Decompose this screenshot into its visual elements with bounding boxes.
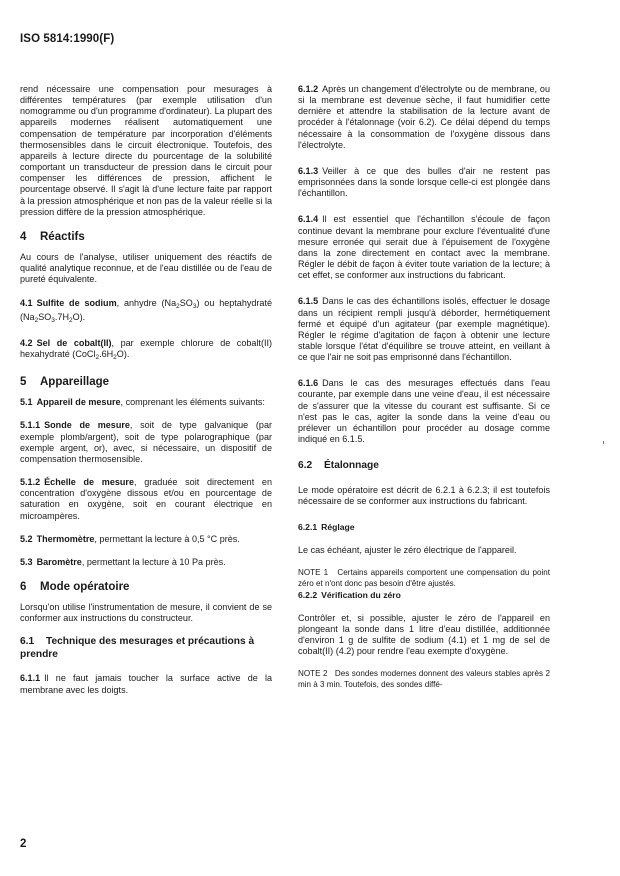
page-number: 2 <box>20 838 27 850</box>
clause-6-1-5 <box>298 296 550 363</box>
note-text: Certains appareils comportent une compensation du point zéro et n'ont donc pas besoin d'être ajustés. <box>298 568 550 588</box>
subscript: 3 <box>192 302 197 310</box>
clause-text: Dans le cas des mesurages effectués dans l'eau courante, par exemple dans une veine d'eau, il est nécessaire de s'assurer que la vitesse du courant est suffisante. Si ce n'est pas le cas, agiter la sonde dans la veine d'eau ou prélever un échantillon pour procéder au dosage comme indiqué en 6.1.5. <box>298 378 550 445</box>
clause-number: 4.1 <box>20 297 33 308</box>
clause-text: SO <box>38 311 52 322</box>
section-title: Réactifs <box>40 230 85 243</box>
clause-number: 6.1.2 <box>298 84 319 94</box>
clause-title: Thermomètre <box>36 533 95 544</box>
clause-title: Sonde de mesure <box>44 420 130 431</box>
clause-text: Dans le cas des échantillons isolés, effectuer le dosage dans un récipient rempli jusqu'à déborder, hermétiquement fermé et équipé d'un agitateur (par exemple magnétique). Régler le régime d'agitation de façon à obtenir une lecture stable lorsque l'état d'équilibre se trouve atteint, en veillant à ce que l'air ne soit pas emprisonné dans l'échantillon. <box>298 296 550 363</box>
clause-number: 6.1.1 <box>20 673 41 684</box>
clause-5-2 <box>20 534 272 545</box>
clause-text: O). <box>116 348 130 359</box>
clause-number: 5.1 <box>20 397 33 408</box>
note-1 <box>298 568 550 589</box>
clause-5-3 <box>20 557 272 568</box>
clause-6-2-1-heading <box>298 522 550 533</box>
right-column <box>298 84 550 691</box>
note-label: NOTE 1 <box>298 568 329 578</box>
subscript: 2 <box>176 302 180 310</box>
clause-5-1-1 <box>20 420 272 465</box>
section-6-1-heading <box>20 636 272 661</box>
clause-text: .6H <box>99 348 114 359</box>
clause-number: 5.2 <box>20 533 33 544</box>
clause-number: 5.3 <box>20 556 33 567</box>
clause-text: Il est essentiel que l'échantillon s'écoule de façon continue devant la membrane pour exclure l'éventualité d'une mesure erronée qui serait due à l'épuisement de l'oxygène dans la zone directement en contact avec la membrane. Régler le débit de façon à éviter toute variation de la lecture; à cet effet, se conformer aux instructions du fabricant. <box>298 214 550 281</box>
note-2 <box>298 669 550 690</box>
clause-number: 6.1.6 <box>298 378 319 389</box>
section-5-heading <box>20 377 272 388</box>
clause-text: , permettant la lecture à 0,5 °C près. <box>94 533 240 544</box>
margin-mark <box>603 441 604 444</box>
clause-title: Sulfite de sodium <box>36 297 117 308</box>
clause-number: 6.2.1 <box>298 522 318 533</box>
clause-6-1-2 <box>298 84 550 151</box>
clause-number: 6.1.4 <box>298 214 319 225</box>
subscript: 2 <box>34 316 39 324</box>
document-id-header: ISO 5814:1990(F) <box>20 33 115 45</box>
intro-paragraph: rend nécessaire une compensation pour mesurages à différentes températures (par exemple utilisation d'un nomogramme ou d'un programme d'ordinateur). La plupart des appareils modernes réalisent automatiquement une compensation de température par incorporation d'éléments thermosensibles dans le circuit électronique. Toutefois, des appareils à lecture directe du pourcentage de la solubilité comportant un transducteur de pression dans le circuit pour compenser les différences de pression, affichent le pourcentage observé. Il s'agit là d'une lecture faite par rapport à la pression atmosphérique et non pas de la valeur réelle si la pression diffère de la pression atmosphérique. <box>20 84 272 217</box>
section-6-text: Lorsqu'on utilise l'instrumentation de mesure, il convient de se conformer aux instructions du constructeur. <box>20 602 272 624</box>
left-column <box>20 84 272 696</box>
subscript: 2 <box>95 353 100 361</box>
clause-text: , par exemple chlorure de cobalt(II) hexahydraté (CoCl <box>20 337 272 359</box>
clause-text: O). <box>72 311 86 322</box>
clause-5-1 <box>20 397 272 408</box>
section-number: 6.1 <box>20 636 35 648</box>
section-6-2-text: Le mode opératoire est décrit de 6.2.1 à 6.2.3; il est toutefois nécessaire de se conformer aux instructions du fabricant. <box>298 484 550 506</box>
clause-6-2-2-text: Contrôler et, si possible, ajuster le zéro de l'appareil en plongeant la sonde dans 1 litre d'eau distillée, additionnée d'environ 1 g de sulfite de sodium (4.1) et 1 mg de sel de cobalt(II) (4.2) pour rendre l'eau exempte d'oxygène. <box>298 612 550 657</box>
clause-number: 6.2.2 <box>298 589 318 600</box>
clause-text: .7H <box>54 311 69 322</box>
clause-6-1-3 <box>298 166 550 199</box>
section-title: Appareillage <box>40 376 110 389</box>
clause-text: , anhydre (Na <box>116 297 177 308</box>
clause-number: 6.1.5 <box>298 296 319 307</box>
clause-4-1 <box>20 298 272 326</box>
clause-text: , comprenant les éléments suivants: <box>120 397 265 408</box>
clause-text: , graduée soit directement en concentration d'oxygène dissous et/ou en pourcentage de saturation en oxygène, soit en courant électrique en microampères. <box>20 477 272 521</box>
clause-number: 6.1.3 <box>298 165 319 176</box>
clause-6-1-6 <box>298 378 550 445</box>
section-title: Mode opératoire <box>40 581 130 593</box>
section-title: Étalonnage <box>324 460 379 472</box>
clause-title: Vérification du zéro <box>321 589 401 600</box>
clause-6-2-2-heading <box>298 590 550 601</box>
section-4-heading <box>20 232 272 243</box>
clause-text: SO <box>179 297 193 308</box>
clause-text: Il ne faut jamais toucher la surface active de la membrane avec les doigts. <box>20 673 272 695</box>
clause-title: Appareil de mesure <box>36 397 121 408</box>
clause-title: Réglage <box>321 522 355 533</box>
clause-text: ) ou heptahydraté (Na <box>20 297 273 322</box>
clause-title: Baromètre <box>36 556 82 567</box>
clause-number: 5.1.2 <box>20 477 41 488</box>
section-4-text: Au cours de l'analyse, utiliser uniquement des réactifs de qualité analytique reconnue, et de l'eau distillée ou de l'eau de pureté équivalente. <box>20 252 272 285</box>
clause-title: Échelle de mesure <box>44 477 134 488</box>
subscript: 2 <box>113 353 117 361</box>
subscript: 3 <box>51 316 55 324</box>
clause-5-1-2 <box>20 477 272 522</box>
clause-text: , soit de type galvanique (par exemple plomb/argent), soit de type polarographique (par exemple argent, or), avec, si nécessaire, un dispositif de compensation thermosensible. <box>20 420 272 464</box>
subscript: 2 <box>69 316 73 324</box>
note-text: Des sondes modernes donnent des valeurs stables après 2 min à 3 min. Toutefois, des sondes diffé- <box>298 669 551 689</box>
note-label: NOTE 2 <box>298 669 328 679</box>
section-6-heading <box>20 582 272 593</box>
section-title: Technique des mesurages et précautions à prendre <box>20 636 255 660</box>
clause-text: , permettant la lecture à 10 Pa près. <box>81 556 226 567</box>
clause-4-2 <box>20 338 272 363</box>
section-number: 5 <box>20 376 27 389</box>
section-number: 6 <box>20 581 27 593</box>
clause-6-1-1 <box>20 673 272 695</box>
section-6-2-heading <box>298 460 550 473</box>
section-number: 4 <box>20 230 27 243</box>
clause-number: 5.1.1 <box>20 420 41 431</box>
section-number: 6.2 <box>298 460 313 472</box>
clause-title: Sel de cobalt(II) <box>36 337 112 348</box>
clause-text: Après un changement d'électrolyte ou de membrane, ou si la membrane est devenue sèche, il faut humidifier cette dernière et attendre la stabilisation de la lecture avant de procéder à l'étalonnage (voir 6.2). Ce délai dépend du temps nécessaire à la consommation de l'oxygène dissous dans l'électrolyte. <box>298 84 550 150</box>
clause-6-2-1-text: Le cas échéant, ajuster le zéro électrique de l'appareil. <box>298 545 517 556</box>
clause-text: Veiller à ce que des bulles d'air ne restent pas emprisonnées dans la sonde lorsque celle-ci est plongée dans l'échantillon. <box>298 165 550 199</box>
clause-6-1-4 <box>298 214 550 281</box>
clause-number: 4.2 <box>20 337 33 348</box>
